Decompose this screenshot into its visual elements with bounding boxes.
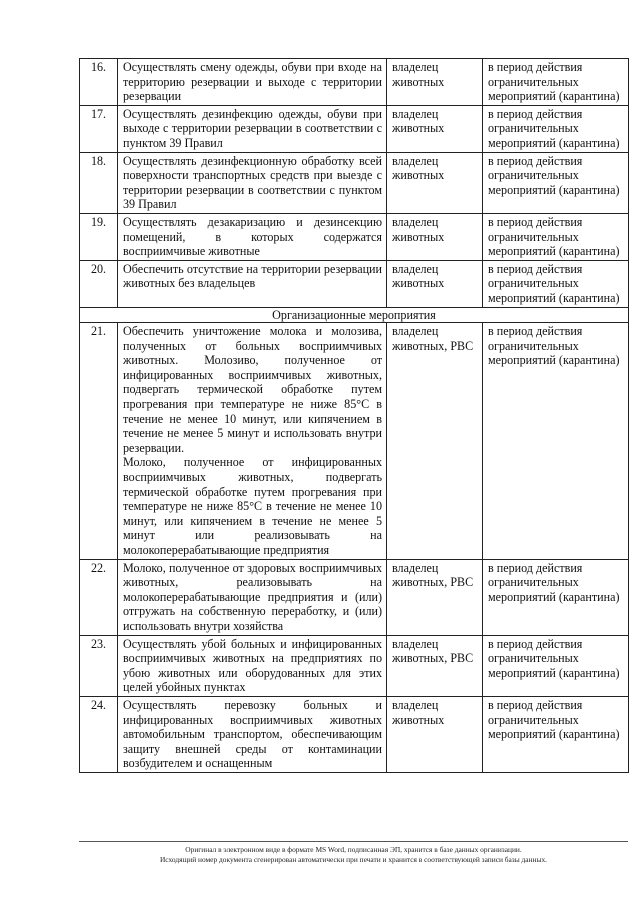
table-row bbox=[80, 152, 629, 213]
row-responsible: владелец животных bbox=[387, 696, 483, 772]
row-period: в период действия ограничительных мероприятий (карантина) bbox=[483, 213, 629, 260]
row-action: Молоко, полученное от здоровых восприимчивых животных, реализовывать на молокоперерабатывающие предприятия и (или) отгружать на собственную переработку, и (или) использовать внутри хозяйства bbox=[118, 559, 387, 635]
row-action: Осуществлять перевозку больных и инфицированных восприимчивых животных автомобильным транспортом, обеспечивающим защиту внешней среды от контаминации возбудителем и оснащенным bbox=[118, 696, 387, 772]
row-responsible: владелец животных bbox=[387, 152, 483, 213]
table-row bbox=[80, 323, 629, 560]
row-period: в период действия ограничительных мероприятий (карантина) bbox=[483, 635, 629, 696]
table-row bbox=[80, 213, 629, 260]
row-number: 23. bbox=[80, 635, 118, 696]
row-number: 18. bbox=[80, 152, 118, 213]
row-period: в период действия ограничительных мероприятий (карантина) bbox=[483, 260, 629, 307]
footer-line: Оригинал в электронном виде в формате MS Word, подписанная ЭП, хранится в базе данных организации. bbox=[185, 845, 522, 854]
row-responsible: владелец животных bbox=[387, 105, 483, 152]
row-number: 17. bbox=[80, 105, 118, 152]
row-action: Обеспечить отсутствие на территории резервации животных без владельцев bbox=[118, 260, 387, 307]
row-period: в период действия ограничительных мероприятий (карантина) bbox=[483, 152, 629, 213]
row-period: в период действия ограничительных мероприятий (карантина) bbox=[483, 559, 629, 635]
section-title: Организационные мероприятия bbox=[80, 307, 629, 323]
row-action: Осуществлять дезинфекционную обработку всей поверхности транспортных средств при выезде с территории резервации в соответствии с пунктом 39 Правил bbox=[118, 152, 387, 213]
row-responsible: владелец животных bbox=[387, 213, 483, 260]
row-period: в период действия ограничительных мероприятий (карантина) bbox=[483, 59, 629, 106]
row-responsible: владелец животных bbox=[387, 260, 483, 307]
row-action-paragraph: Молоко, полученное от инфицированных восприимчивых животных, подвергать термической обработке путем прогревания при температуре не ниже 85°С в течение не менее 10 минут, или кипячением в течение не менее 5 минут или реализовывать на молокоперерабатывающие предприятия bbox=[123, 455, 382, 557]
document-footer bbox=[79, 841, 628, 865]
row-responsible: владелец животных, РВС bbox=[387, 559, 483, 635]
row-period: в период действия ограничительных мероприятий (карантина) bbox=[483, 323, 629, 560]
row-number: 24. bbox=[80, 696, 118, 772]
measures-table bbox=[79, 58, 629, 773]
table-row bbox=[80, 59, 629, 106]
row-period: в период действия ограничительных мероприятий (карантина) bbox=[483, 696, 629, 772]
row-action-paragraph: Обеспечить уничтожение молока и молозива, полученных от больных восприимчивых животных. Молозиво, полученное от инфицированных восприимчивых животных, подвергать термической обработке путем прогревания при температуре не ниже 85°С в течение не менее 10 минут, или кипячением в течение не менее 5 минут и использовать внутри резервации. bbox=[123, 324, 382, 455]
table-row bbox=[80, 696, 629, 772]
row-action: Осуществлять смену одежды, обуви при входе на территорию резервации и выходе с территории резервации bbox=[118, 59, 387, 106]
row-number: 22. bbox=[80, 559, 118, 635]
row-period: в период действия ограничительных мероприятий (карантина) bbox=[483, 105, 629, 152]
table-row bbox=[80, 559, 629, 635]
row-responsible: владелец животных bbox=[387, 59, 483, 106]
row-responsible: владелец животных, РВС bbox=[387, 635, 483, 696]
row-action: Осуществлять дезакаризацию и дезинсекцию помещений, в которых содержатся восприимчивые животные bbox=[118, 213, 387, 260]
row-number: 16. bbox=[80, 59, 118, 106]
row-action: Осуществлять дезинфекцию одежды, обуви при выходе с территории резервации в соответствии с пунктом 39 Правил bbox=[118, 105, 387, 152]
row-number: 19. bbox=[80, 213, 118, 260]
table-row bbox=[80, 635, 629, 696]
section-header-row bbox=[80, 307, 629, 323]
row-action: Осуществлять убой больных и инфицированных восприимчивых животных на предприятиях по убою животных или оборудованных для этих целей убойных пунктах bbox=[118, 635, 387, 696]
table-row bbox=[80, 260, 629, 307]
row-responsible: владелец животных, РВС bbox=[387, 323, 483, 560]
row-number: 21. bbox=[80, 323, 118, 560]
row-action bbox=[118, 323, 387, 560]
table-row bbox=[80, 105, 629, 152]
footer-line: Исходящий номер документа сгенерирован автоматически при печати и хранится в соответствующей записи базы данных. bbox=[159, 855, 548, 864]
row-number: 20. bbox=[80, 260, 118, 307]
